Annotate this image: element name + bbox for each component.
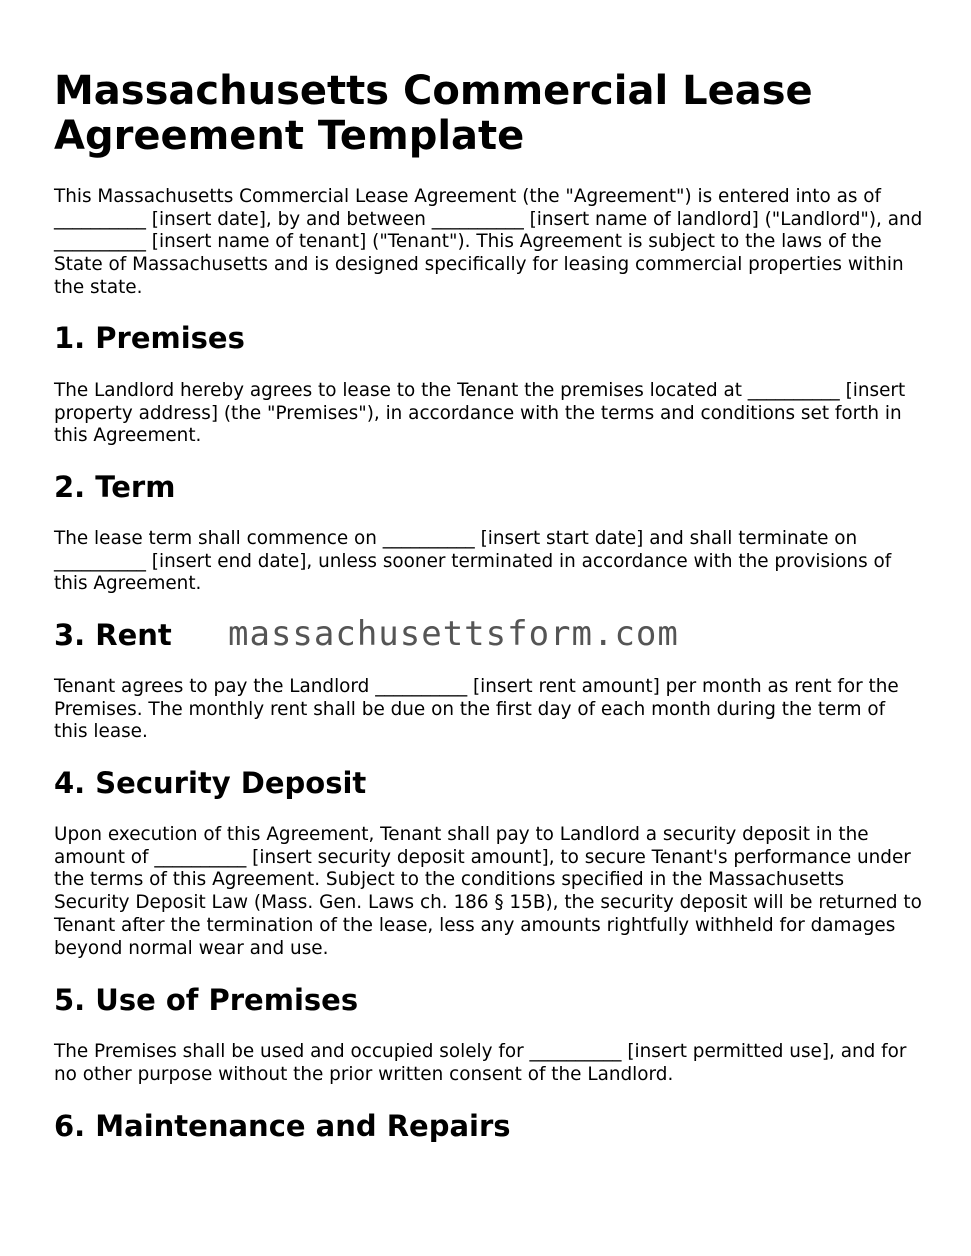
- section-body-security-deposit: Upon execution of this Agreement, Tenant shall pay to Landlord a security deposit in the amount of __________ [insert security deposit amount], to secure Tenant's performance under the terms of this Agreement. Subject to the conditions specified in the Massachusetts Security Deposit Law (Mass. Gen. Laws ch. 186 § 15B), the security deposit will be returned to Tenant after the termination of the lease, less any amounts rightfully withheld for damages beyond normal wear and use.: [54, 824, 922, 959]
- section-body-rent: Tenant agrees to pay the Landlord __________ [insert rent amount] per month as rent for the Premises. The monthly rent shall be due on the first day of each month during the term of this lease.: [54, 676, 899, 743]
- section-body-premises: The Landlord hereby agrees to lease to the Tenant the premises located at __________ [insert property address] (the "Premises"), in accordance with the terms and conditions set forth in this Agreement.: [54, 380, 906, 447]
- intro-paragraph: This Massachusetts Commercial Lease Agreement (the "Agreement") is entered into as of __________ [insert date], by and between __________ [insert name of landlord] ("Landlord"), and __________ [insert name of tenant] ("Tenant"). This Agreement is subject to the laws of the State of Massachusetts and is designed specifically for leasing commercial properties within the state.: [54, 186, 923, 298]
- section-heading-security-deposit: 4. Security Deposit: [54, 766, 367, 800]
- document-title: Massachusetts Commercial Lease Agreement Template: [54, 68, 813, 159]
- section-body-term: The lease term shall commence on __________ [insert start date] and shall terminate on __________ [insert end date], unless sooner terminated in accordance with the provisions of this Agreement.: [54, 528, 892, 595]
- section-heading-use-of-premises: 5. Use of Premises: [54, 983, 359, 1017]
- section-heading-premises: 1. Premises: [54, 321, 245, 355]
- section-heading-maintenance-repairs: 6. Maintenance and Repairs: [54, 1109, 511, 1143]
- section-body-use-of-premises: The Premises shall be used and occupied solely for __________ [insert permitted use], and for no other purpose without the prior written consent of the Landlord.: [54, 1041, 907, 1085]
- section-heading-term: 2. Term: [54, 470, 176, 504]
- site-watermark: massachusettsform.com: [228, 614, 679, 654]
- section-heading-rent: 3. Rent: [54, 618, 172, 652]
